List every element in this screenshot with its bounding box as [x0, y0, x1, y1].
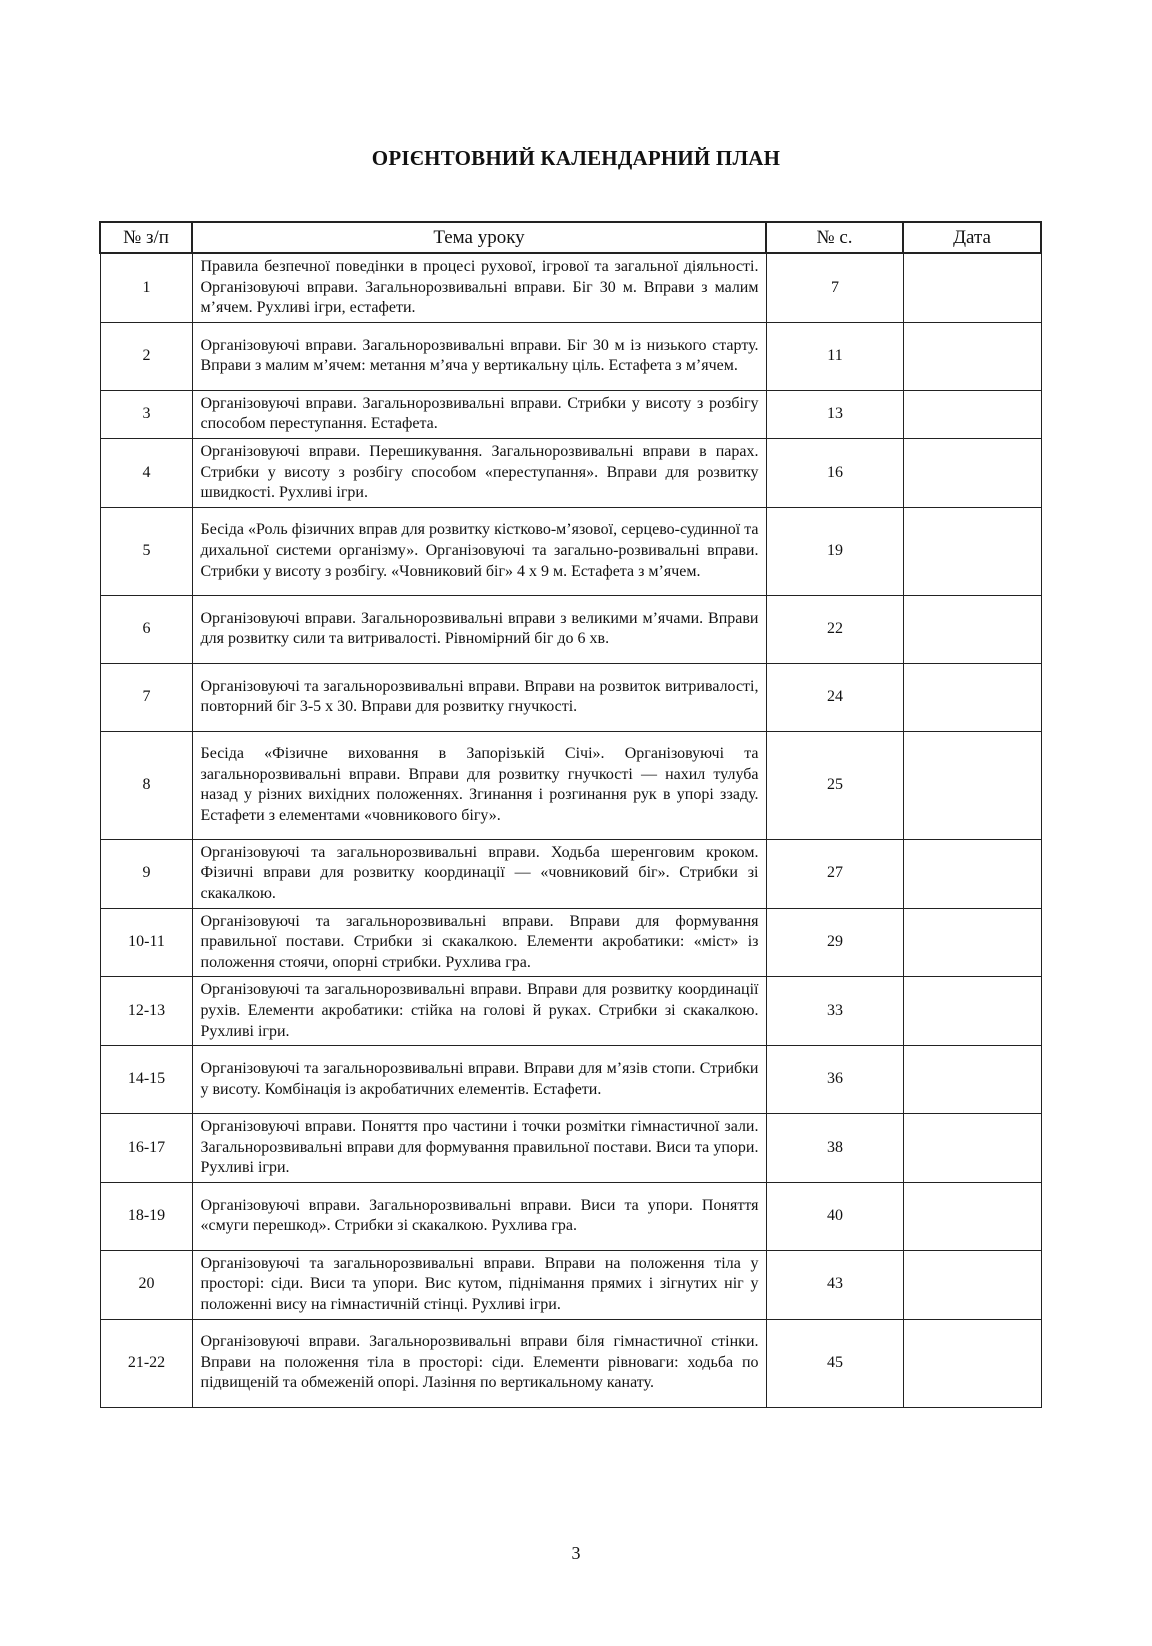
- lesson-page-cell: 36: [766, 1046, 903, 1114]
- lesson-topic-cell: Організовуючі вправи. Загальнорозвивальні вправи. Стрибки у висоту з розбігу способом переступання. Естафета.: [192, 390, 766, 438]
- table-body: [100, 253, 1041, 1407]
- table-row: [100, 977, 1041, 1046]
- lesson-topic-cell: Бесіда «Фізичне виховання в Запорізькій Січі». Організовуючі та загальнорозвивальні вправи. Вправи для розвитку гнучкості — нахил тулуба назад у різних вихідних положеннях. Згинання і розгинання рук в упорі ззаду. Естафети з елементами «човникового бігу».: [192, 731, 766, 839]
- lesson-page-cell: 43: [766, 1250, 903, 1319]
- lesson-topic-cell: Організовуючі вправи. Загальнорозвивальні вправи. Виси та упори. Поняття «смуги перешкод». Стрибки зі скакалкою. Рухлива гра.: [192, 1182, 766, 1250]
- lesson-date-cell: [903, 438, 1041, 507]
- column-header-number: № з/п: [100, 222, 192, 253]
- column-header-page: № с.: [766, 222, 903, 253]
- page-title: ОРІЄНТОВНИЙ КАЛЕНДАРНИЙ ПЛАН: [371, 146, 781, 170]
- lesson-topic-cell: Організовуючі вправи. Загальнорозвивальні вправи біля гімнастичної стінки. Вправи на положення тіла в просторі: сіди. Елементи рівноваги: ходьба по підвищеній та обмеженій опорі. Лазіння по вертикальному канату.: [192, 1319, 766, 1407]
- lesson-page-cell: 11: [766, 322, 903, 390]
- table-row: [100, 1114, 1041, 1183]
- lesson-topic-cell: Організовуючі та загальнорозвивальні вправи. Вправи для формування правильної постави. Стрибки зі скакалкою. Елементи акробатики: «міст» із положення стоячи, опорні стрибки. Рухлива гра.: [192, 908, 766, 977]
- lesson-number-cell: 4: [100, 438, 192, 507]
- lesson-number-cell: 12-13: [100, 977, 192, 1046]
- lesson-page-cell: 45: [766, 1319, 903, 1407]
- lesson-page-cell: 38: [766, 1114, 903, 1183]
- table-row: [100, 663, 1041, 731]
- table-header-row: [100, 222, 1041, 253]
- table-row: [100, 1182, 1041, 1250]
- lesson-number-cell: 5: [100, 507, 192, 595]
- table-row: [100, 253, 1041, 322]
- lesson-date-cell: [903, 322, 1041, 390]
- table-row: [100, 322, 1041, 390]
- lesson-topic-cell: Організовуючі вправи. Перешикування. Загальнорозвивальні вправи в парах. Стрибки у висоту з розбігу способом «переступання». Вправи для розвитку швидкості. Рухливі ігри.: [192, 438, 766, 507]
- lesson-date-cell: [903, 1250, 1041, 1319]
- lesson-page-cell: 24: [766, 663, 903, 731]
- lesson-date-cell: [903, 839, 1041, 908]
- lesson-page-cell: 40: [766, 1182, 903, 1250]
- lesson-topic-cell: Організовуючі вправи. Загальнорозвивальні вправи. Біг 30 м із низького старту. Вправи з малим м’ячем: метання м’яча у вертикальну ціль. Естафета з м’ячем.: [192, 322, 766, 390]
- lesson-page-cell: 27: [766, 839, 903, 908]
- lesson-number-cell: 18-19: [100, 1182, 192, 1250]
- lesson-topic-cell: Організовуючі та загальнорозвивальні вправи. Вправи на положення тіла у просторі: сіди. Виси та упори. Вис кутом, піднімання прямих і зігнутих ніг у положенні вису на гімнастичній стінці. Рухливі ігри.: [192, 1250, 766, 1319]
- lesson-page-cell: 16: [766, 438, 903, 507]
- lesson-number-cell: 3: [100, 390, 192, 438]
- lesson-date-cell: [903, 1114, 1041, 1183]
- lesson-topic-cell: Організовуючі вправи. Загальнорозвивальні вправи з великими м’ячами. Вправи для розвитку сили та витривалості. Рівномірний біг до 6 хв.: [192, 595, 766, 663]
- lesson-number-cell: 8: [100, 731, 192, 839]
- lesson-date-cell: [903, 390, 1041, 438]
- lesson-date-cell: [903, 1046, 1041, 1114]
- table-row: [100, 507, 1041, 595]
- column-header-topic: Тема уроку: [192, 222, 766, 253]
- table-row: [100, 438, 1041, 507]
- table-row: [100, 1250, 1041, 1319]
- lesson-number-cell: 14-15: [100, 1046, 192, 1114]
- lesson-page-cell: 29: [766, 908, 903, 977]
- table-row: [100, 1046, 1041, 1114]
- lesson-topic-cell: Бесіда «Роль фізичних вправ для розвитку кістково-м’язової, серцево-судинної та дихальної системи організму». Організовуючі та загально-розвивальні вправи. Стрибки у висоту з розбігу. «Човниковий біг» 4 х 9 м. Естафета з м’ячем.: [192, 507, 766, 595]
- lesson-date-cell: [903, 977, 1041, 1046]
- lesson-date-cell: [903, 595, 1041, 663]
- table-row: [100, 1319, 1041, 1407]
- lesson-topic-cell: Організовуючі та загальнорозвивальні вправи. Вправи для розвитку координації рухів. Елементи акробатики: стійка на голові й руках. Стрибки зі скакалкою. Рухливі ігри.: [192, 977, 766, 1046]
- lesson-page-cell: 19: [766, 507, 903, 595]
- calendar-plan-table: [99, 221, 1042, 1408]
- column-header-date: Дата: [903, 222, 1041, 253]
- table-row: [100, 908, 1041, 977]
- lesson-date-cell: [903, 1319, 1041, 1407]
- lesson-date-cell: [903, 731, 1041, 839]
- lesson-date-cell: [903, 507, 1041, 595]
- lesson-page-cell: 25: [766, 731, 903, 839]
- table-row: [100, 839, 1041, 908]
- lesson-number-cell: 21-22: [100, 1319, 192, 1407]
- lesson-page-cell: 7: [766, 253, 903, 322]
- table-row: [100, 390, 1041, 438]
- table-row: [100, 595, 1041, 663]
- page-number: 3: [571, 1543, 581, 1563]
- lesson-topic-cell: Організовуючі та загальнорозвивальні вправи. Вправи для м’язів стопи. Стрибки у висоту. Комбінація із акробатичних елементів. Естафети.: [192, 1046, 766, 1114]
- lesson-page-cell: 13: [766, 390, 903, 438]
- lesson-date-cell: [903, 908, 1041, 977]
- lesson-number-cell: 7: [100, 663, 192, 731]
- lesson-page-cell: 22: [766, 595, 903, 663]
- lesson-number-cell: 10-11: [100, 908, 192, 977]
- lesson-number-cell: 20: [100, 1250, 192, 1319]
- lesson-topic-cell: Організовуючі та загальнорозвивальні вправи. Вправи на розвиток витривалості, повторний біг 3-5 х 30. Вправи для розвитку гнучкості.: [192, 663, 766, 731]
- table-row: [100, 731, 1041, 839]
- lesson-date-cell: [903, 253, 1041, 322]
- lesson-topic-cell: Правила безпечної поведінки в процесі рухової, ігрової та загальної діяльності. Організовуючі вправи. Загальнорозвивальні вправи. Біг 30 м. Вправи з малим м’ячем. Рухливі ігри, естафети.: [192, 253, 766, 322]
- lesson-number-cell: 1: [100, 253, 192, 322]
- lesson-number-cell: 9: [100, 839, 192, 908]
- lesson-topic-cell: Організовуючі та загальнорозвивальні вправи. Ходьба шеренговим кроком. Фізичні вправи для розвитку координації — «човниковий біг». Стрибки зі скакалкою.: [192, 839, 766, 908]
- lesson-date-cell: [903, 1182, 1041, 1250]
- lesson-number-cell: 16-17: [100, 1114, 192, 1183]
- lesson-page-cell: 33: [766, 977, 903, 1046]
- lesson-topic-cell: Організовуючі вправи. Поняття про частини і точки розмітки гімнастичної зали. Загальнорозвивальні вправи для формування правильної постави. Виси та упори. Рухливі ігри.: [192, 1114, 766, 1183]
- lesson-number-cell: 2: [100, 322, 192, 390]
- lesson-date-cell: [903, 663, 1041, 731]
- lesson-number-cell: 6: [100, 595, 192, 663]
